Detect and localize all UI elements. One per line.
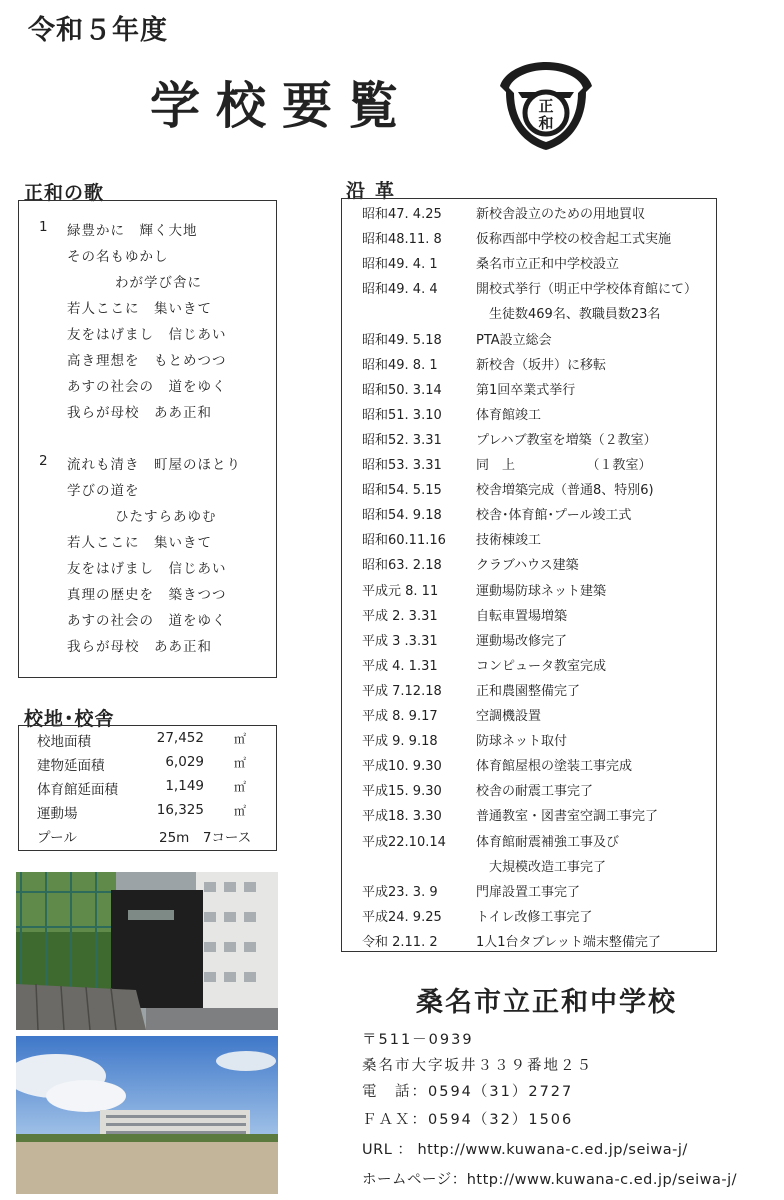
table-row	[342, 730, 716, 755]
campus-unit: ㎡	[234, 804, 247, 818]
table-row	[342, 479, 716, 504]
table-row	[342, 755, 716, 780]
history-date: 昭和52. 3.31	[362, 432, 442, 448]
verse-number: 1	[39, 219, 48, 235]
history-event: 校舎の耐震工事完了	[476, 784, 594, 800]
table-row	[19, 730, 276, 754]
table-row	[19, 778, 276, 802]
table-row	[342, 605, 716, 630]
campus-table	[18, 725, 277, 851]
table-row	[342, 529, 716, 554]
emblem-bottom-char: 和	[538, 114, 554, 132]
history-date: 平成 7.12.18	[362, 683, 442, 699]
song-section-title: 正和の歌	[24, 182, 105, 204]
table-row	[342, 780, 716, 805]
table-row	[342, 931, 716, 956]
table-row	[342, 655, 716, 680]
history-event: トイレ改修工事完了	[476, 909, 593, 925]
lyric-line: あすの社会の 道をゆく	[67, 613, 227, 629]
fax: ＦＡＸ：0594（32）1506	[362, 1112, 574, 1128]
postal-code: 〒511－0939	[362, 1032, 474, 1048]
lyric-line: ひたすらあゆむ	[115, 509, 217, 525]
history-event: 仮称西部中学校の校舎起工式実施	[476, 232, 672, 248]
table-row	[342, 404, 716, 429]
campus-value: 1,149	[165, 778, 204, 794]
history-table	[341, 198, 717, 952]
history-event: 生徒数469名、教職員数23名	[476, 307, 661, 323]
campus-value: 16,325	[156, 802, 204, 818]
table-row	[342, 454, 716, 479]
campus-section-title: 校地･校舎	[24, 708, 115, 730]
campus-value: 25m 7コース	[159, 830, 252, 846]
table-row	[342, 379, 716, 404]
table-row	[342, 354, 716, 379]
phone: 電 話：0594（31）2727	[362, 1084, 574, 1100]
history-event: 普通教室・図書室空調工事完了	[476, 809, 659, 825]
table-row	[19, 754, 276, 778]
history-event: 体育館屋根の塗装工事完成	[476, 759, 633, 775]
history-event: 開校式挙行（明正中学校体育館にて）	[476, 282, 698, 298]
emblem-top-char: 正	[538, 97, 554, 115]
history-date: 昭和49. 4. 4	[362, 282, 438, 298]
table-row	[342, 831, 716, 856]
table-row	[342, 203, 716, 228]
history-event: 1人1台タブレット端末整備完了	[476, 934, 661, 950]
table-row	[342, 630, 716, 655]
table-row	[342, 303, 716, 328]
url-link[interactable]: URL ： http://www.kuwana-c.ed.jp/seiwa-j/	[362, 1142, 688, 1158]
history-event: 新校舎（坂井）に移転	[476, 357, 607, 373]
lyric-line: 真理の歴史を 築きつつ	[67, 587, 227, 603]
table-row	[342, 906, 716, 931]
lyric-line: 我らが母校 ああ正和	[67, 639, 212, 655]
lyric-line: 若人ここに 集いきて	[67, 301, 212, 317]
campus-label: 運動場	[37, 806, 78, 822]
history-event: 正和農園整備完了	[476, 683, 581, 699]
table-row	[342, 705, 716, 730]
lyric-line: 高き理想を もとめつつ	[67, 353, 227, 369]
history-date: 平成元 8. 11	[362, 583, 439, 599]
history-event: 第1回卒業式挙行	[476, 382, 576, 398]
history-date: 昭和49. 8. 1	[362, 357, 438, 373]
table-row	[19, 802, 276, 826]
history-date: 平成18. 3.30	[362, 809, 442, 825]
campus-unit: ㎡	[234, 780, 247, 794]
history-date: 平成22.10.14	[362, 834, 446, 850]
history-date: 昭和49. 4. 1	[362, 257, 438, 273]
history-date: 平成10. 9.30	[362, 759, 442, 775]
table-row	[342, 228, 716, 253]
campus-unit: ㎡	[234, 732, 247, 746]
homepage-link[interactable]: ホームページ：http://www.kuwana-c.ed.jp/seiwa-j/	[362, 1172, 738, 1188]
history-date: 昭和51. 3.10	[362, 407, 442, 423]
lyric-line: 若人ここに 集いきて	[67, 535, 212, 551]
year-heading: 令和５年度	[28, 15, 168, 46]
address: 桑名市大字坂井３３９番地２５	[362, 1058, 593, 1074]
history-event: 同 上 （１教室）	[476, 458, 652, 473]
table-row	[342, 580, 716, 605]
history-event: コンピュータ教室完成	[476, 658, 607, 674]
lyric-line: 緑豊かに 輝く大地	[67, 223, 198, 239]
table-row	[342, 253, 716, 278]
table-row	[342, 278, 716, 303]
school-building-photo	[16, 1036, 278, 1194]
history-event: PTA設立総会	[476, 332, 552, 348]
table-row	[342, 429, 716, 454]
history-event: クラブハウス建築	[476, 558, 579, 574]
lyric-line: 友をはげまし 信じあい	[67, 561, 227, 577]
history-date: 昭和48.11. 8	[362, 232, 442, 248]
table-row	[342, 554, 716, 579]
history-date: 平成15. 9.30	[362, 784, 442, 800]
table-row	[342, 805, 716, 830]
lyric-line: 友をはげまし 信じあい	[67, 327, 227, 343]
school-gate-photo	[16, 872, 278, 1030]
history-event: 自転車置場増築	[476, 608, 568, 624]
history-date: 昭和54. 9.18	[362, 508, 442, 524]
lyric-line: 流れも清き 町屋のほとり	[67, 457, 241, 473]
history-event: 校舎増築完成（普通8、特別6)	[476, 483, 654, 499]
history-event: 大規模改造工事完了	[476, 859, 607, 875]
page-title: 学校要覧	[150, 77, 414, 135]
history-event: 運動場防球ネット建築	[476, 583, 607, 599]
song-lyrics-box	[18, 200, 277, 678]
history-date: 平成24. 9.25	[362, 909, 442, 925]
history-event: 体育館竣工	[476, 407, 542, 423]
lyric-line: 学びの道を	[67, 483, 140, 499]
table-row	[342, 856, 716, 881]
campus-value: 6,029	[165, 754, 204, 770]
emblem-icon	[496, 58, 596, 154]
history-date: 令和 2.11. 2	[362, 934, 438, 950]
history-date: 昭和63. 2.18	[362, 558, 442, 574]
campus-label: 建物延面積	[37, 758, 105, 774]
history-date: 平成23. 3. 9	[362, 884, 438, 900]
lyric-line: 我らが母校 ああ正和	[67, 405, 212, 421]
school-emblem	[496, 58, 596, 154]
history-event: 桑名市立正和中学校設立	[476, 257, 620, 273]
verse-number: 2	[39, 453, 48, 469]
history-event: 新校舎設立のための用地買収	[476, 207, 646, 222]
history-date: 平成 9. 9.18	[362, 734, 438, 750]
campus-label: 校地面積	[37, 734, 91, 750]
history-section-title: 沿革	[346, 180, 405, 202]
history-date: 平成 2. 3.31	[362, 608, 438, 624]
table-row	[342, 504, 716, 529]
history-date: 昭和49. 5.18	[362, 332, 442, 348]
lyric-line: その名もゆかし	[67, 249, 169, 265]
table-row	[342, 680, 716, 705]
history-date: 平成 4. 1.31	[362, 658, 438, 674]
history-date: 昭和50. 3.14	[362, 382, 442, 398]
history-event: 体育館耐震補強工事及び	[476, 834, 620, 850]
history-date: 昭和60.11.16	[362, 533, 446, 549]
campus-label: 体育館延面積	[37, 782, 118, 798]
history-event: 防球ネット取付	[476, 734, 568, 750]
history-date: 昭和47. 4.25	[362, 207, 442, 222]
history-date: 平成 3 .3.31	[362, 633, 438, 649]
history-event: 技術棟竣工	[476, 533, 542, 549]
lyric-line: わが学び舎に	[115, 275, 202, 291]
history-date: 平成 8. 9.17	[362, 709, 438, 724]
campus-label: プール	[37, 830, 77, 846]
history-event: 空調機設置	[476, 709, 542, 724]
table-row	[342, 329, 716, 354]
school-name: 桑名市立正和中学校	[416, 987, 677, 1018]
campus-value: 27,452	[156, 730, 204, 746]
table-row	[342, 881, 716, 906]
history-date: 昭和53. 3.31	[362, 458, 442, 473]
history-event: 運動場改修完了	[476, 633, 568, 649]
table-row	[19, 826, 276, 850]
history-event: プレハブ教室を増築（２教室）	[476, 432, 657, 448]
campus-unit: ㎡	[234, 756, 247, 770]
history-date: 昭和54. 5.15	[362, 483, 442, 499]
history-event: 門扉設置工事完了	[476, 884, 581, 900]
history-event: 校舎･体育館･プール竣工式	[476, 508, 632, 524]
lyric-line: あすの社会の 道をゆく	[67, 379, 227, 395]
